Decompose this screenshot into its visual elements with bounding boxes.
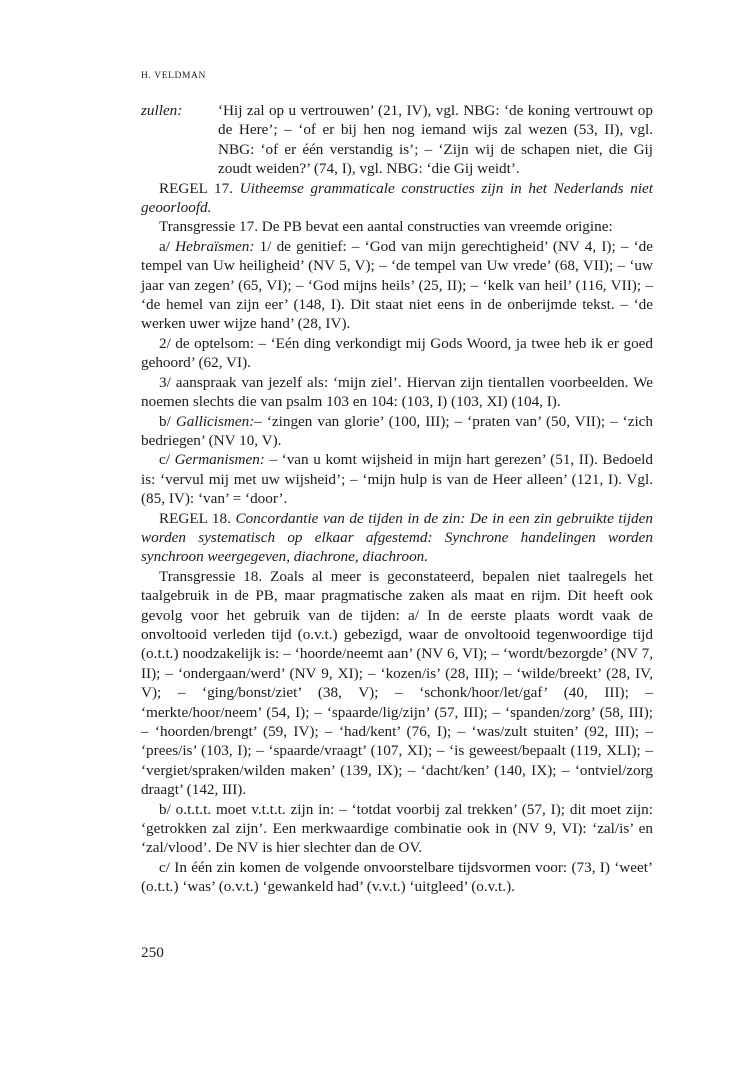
c-label: c/ xyxy=(159,451,170,469)
germanismen-text: – ‘van u komt wijsheid in mijn hart gerezen’ (51, II). Bedoeld is: ‘vervul mij met uw wijsheid’; – ‘mijn hulp is van de Heer alleen’ (121, I). Vgl. (85, IV): ‘van’ = ‘door’. xyxy=(141,451,653,508)
gallicismen-title: Gallicismen: xyxy=(175,412,255,430)
zullen-paragraph xyxy=(141,101,653,179)
transgressie-17-intro: Transgressie 17. De PB bevat een aantal constructies van vreemde origine: xyxy=(159,218,613,236)
running-head: H. VELDMAN xyxy=(141,71,206,81)
regel-18 xyxy=(141,509,653,567)
transgressie-18-a: Transgressie 18. Zoals al meer is geconstateerd, bepalen niet taalregels het taalgebruik in de PB, maar pragmatische zaken als maat en rijm. Dit heeft ook gevolg voor het gebruik van de tijden: a/ In de eerste plaats wordt vaak de onvoltooid verleden tijd (o.v.t.) gebezigd, waar de onvoltooid tegenwoordige tijd (o.t.t.) noodzakelijk is: – ‘hoorde/neemt aan’ (NV 6, VI); – ‘wordt/bezorgde’ (NV 7, II); – ‘ondergaan/werd’ (NV 9, XI); – ‘kozen/is’ (28, III); – ‘wilde/breekt’ (28, IV, V); – ‘ging/bonst/ziet’ (38, V); – ‘schonk/hoor/let/gaf’ (40, III); – ‘merkte/hoor/neem’ (54, I); – ‘spaarde/lig/zijn’ (57, III); – ‘spanden/zorg’ (58, III); – ‘hoorden/brengt’ (59, IV); – ‘had/kent’ (76, I); – ‘was/zult stuiten’ (92, III); – ‘prees/is’ (103, I); – ‘spaarde/vraagt’ (107, XI); – ‘is geweest/bepaalt (119, XLI); – ‘vergiet/spraken/wilden maken’ (139, IX); – ‘dacht/ken’ (140, IX); – ‘ontviel/zorg draagt’ (142, III). xyxy=(141,567,653,799)
hebraismen-aanspraak: 3/ aanspraak van jezelf als: ‘mijn ziel’. Hiervan zijn tientallen voorbeelden. We noemen slechts die van psalm 103 en 104: (103, I) (103, XI) (104, I). xyxy=(141,373,653,411)
hebraismen-genitief: 1/ de genitief: – ‘God van mijn gerechtigheid’ (NV 4, I); – ‘de tempel van Uw heiligheid’ (NV 5, V); – ‘de tempel van Uw vrede’ (68, VII); – ‘uw jaar van zegen’ (65, VI); – ‘God mijns heils’ (25, II); – ‘kelk van heil’ (116, VII); – ‘de hemel van zijn eer’ (148, I). Dit staat niet eens in de onberijmde tekst. – ‘de werken uwer wijze hand’ (28, IV). xyxy=(141,237,654,333)
a-label: a/ xyxy=(159,237,170,255)
transgressie-17-c xyxy=(141,450,653,508)
regel-18-title: Concordantie van de tijden in de zin: De in een zin gebruikte tijden worden systematisch op elkaar afgestemd: Synchrone handelingen worden synchroon weergegeven, diachrone, diachroon. xyxy=(141,509,653,566)
transgressie-17-a xyxy=(141,237,653,334)
zullen-text: ‘Hij zal op u vertrouwen’ (21, IV), vgl. NBG: ‘de koning vertrouwt op de Here’; – ‘of er bij hen nog iemand wijs zal wezen (53, II), vgl. NBG: ‘of er één verstandig is’; – ‘Zijn wij de schapen niet, die Gij zoudt weiden?’ (74, I), vgl. NBG: ‘die Gij weidt’. xyxy=(218,102,653,178)
hebraismen-optelsom: 2/ de optelsom: – ‘Eén ding verkondigt mij Gods Woord, ja twee heb ik er goed gehoord’ (62, VI). xyxy=(141,334,653,372)
regel-17-title: Uitheemse grammaticale constructies zijn in het Nederlands niet geoorloofd. xyxy=(141,179,653,217)
hebraismen-title: Hebraïsmen: xyxy=(175,237,255,255)
zullen-label: zullen: xyxy=(141,102,183,119)
regel-17 xyxy=(141,179,653,218)
gallicismen-text: – ‘zingen van glorie’ (100, III); – ‘praten van’ (50, VII); – ‘zich bedriegen’ (NV 10, V). xyxy=(141,412,653,449)
transgressie-17-b xyxy=(141,412,653,451)
body-text xyxy=(141,101,653,897)
transgressie-18-c: c/ In één zin komen de volgende onvoorstelbare tijdsvormen voor: (73, I) ‘weet’ (o.t.t.) ‘was’ (o.v.t.) ‘gewankeld had’ (v.v.t.) ‘uitgleed’ (o.v.t.). xyxy=(141,858,653,896)
b-label: b/ xyxy=(159,412,171,430)
regel-18-label: REGEL 18. xyxy=(159,509,231,527)
transgressie-18-b: b/ o.t.t.t. moet v.t.t.t. zijn in: – ‘totdat voorbij zal trekken’ (57, I); dit moet zijn: ‘getrokken zal zijn’. Een merkwaardige combinatie ook in (NV 9, VI): ‘zal/is’ en ‘zal/vlood’. De NV is hier slechter dan de OV. xyxy=(141,800,653,857)
regel-17-label: REGEL 17. xyxy=(159,179,233,197)
germanismen-title: Germanismen: xyxy=(174,451,265,469)
page-number: 250 xyxy=(141,944,164,961)
